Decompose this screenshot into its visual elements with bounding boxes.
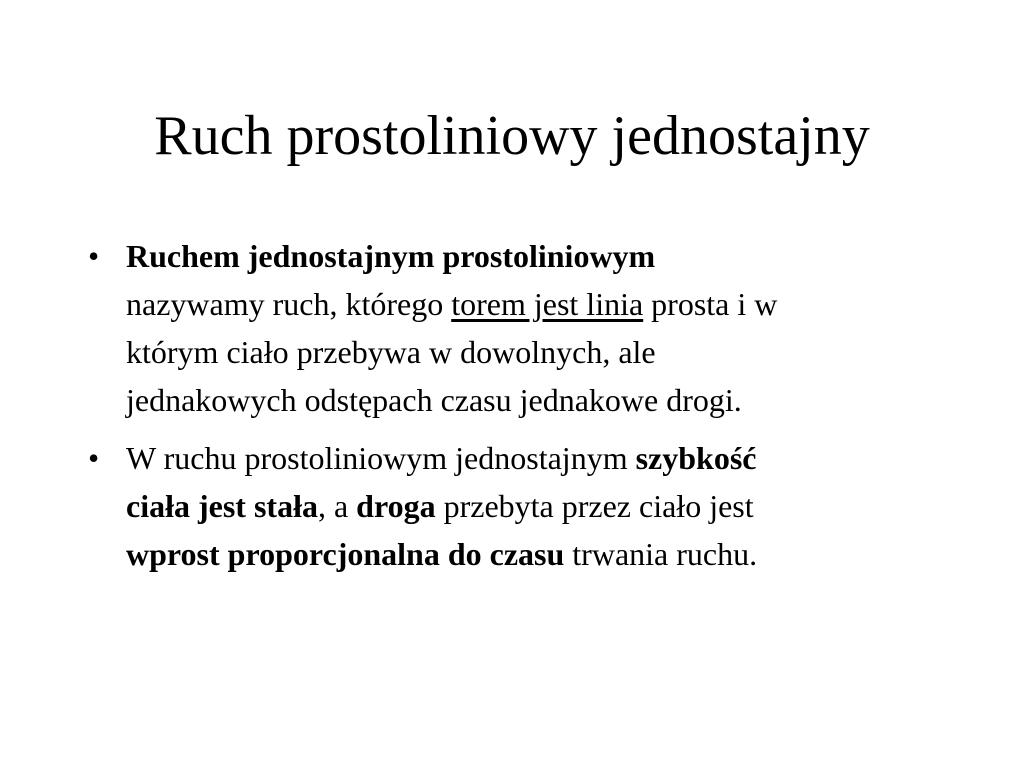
bold-term: ciała jest stała — [126, 488, 318, 524]
bullet1-line3: którym ciało przebywa w dowolnych, ale — [126, 334, 656, 370]
bold-term: droga — [356, 488, 436, 524]
bullet-list — [88, 232, 948, 588]
bullet-item-properties — [88, 434, 948, 578]
underlined-phrase: torem jest linia — [451, 286, 644, 322]
bullet1-line4: jednakowych odstępach czasu jednakowe drogi. — [126, 382, 742, 418]
text-run: przebyta przez ciało jest — [435, 488, 754, 524]
text-run: , a — [317, 488, 357, 524]
slide-title: Ruch prostoliniowy jednostajny — [154, 105, 870, 167]
bullet1-line2 — [126, 280, 948, 328]
bullet1-line1 — [126, 232, 948, 280]
bullet2-line1 — [126, 434, 948, 482]
bold-term: wprost proporcjonalna do czasu — [126, 536, 565, 572]
text-run: prosta i w — [643, 286, 778, 322]
text-run: nazywamy ruch, którego — [126, 286, 452, 322]
bullet2-line2 — [126, 482, 948, 530]
bullet-item-definition — [88, 232, 948, 424]
bold-term: Ruchem jednostajnym prostoliniowym — [126, 238, 656, 274]
bullet-dot-icon: • — [88, 238, 100, 274]
text-run: W ruchu prostoliniowym jednostajnym — [126, 440, 636, 476]
bullet-dot-icon: • — [88, 440, 100, 476]
text-run: trwania ruchu. — [564, 536, 758, 572]
bold-term: szybkość — [635, 440, 757, 476]
bullet2-line3 — [126, 530, 948, 578]
